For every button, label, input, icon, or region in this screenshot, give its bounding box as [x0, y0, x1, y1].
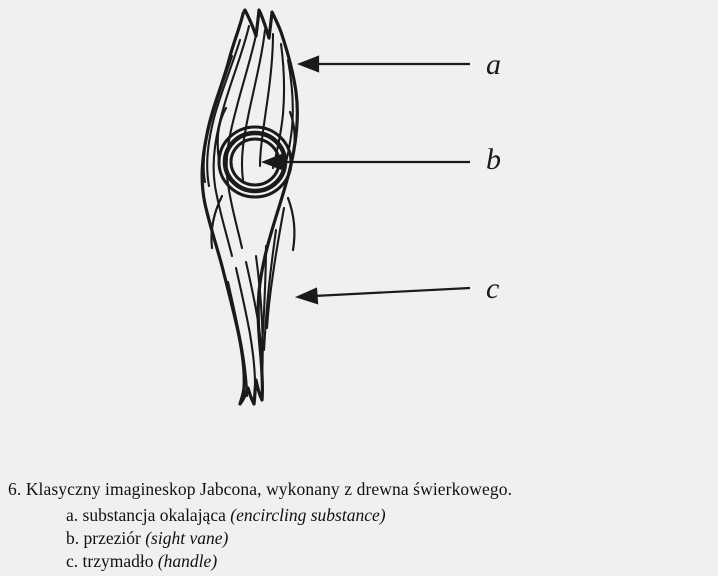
- label-a: a: [486, 48, 501, 81]
- caption-main-line: [8, 478, 708, 502]
- legend-gloss-b: (sight vane): [145, 527, 229, 548]
- caption-main-text: Klasyczny imagineskop Jabcona, wykonany z drewna świerkowego.: [25, 479, 513, 499]
- legend-term-b: przeziór: [83, 527, 141, 548]
- label-b: b: [486, 143, 501, 176]
- caption-legend-item-c: [8, 550, 708, 573]
- caption-number: 6.: [8, 479, 22, 499]
- caption-legend-list: [8, 504, 708, 573]
- legend-gloss-c: (handle): [157, 550, 218, 571]
- leader-line-c: [298, 288, 470, 303]
- legend-marker-b: b.: [66, 527, 80, 548]
- leader-line-a: [300, 57, 470, 71]
- caption-legend-item-b: [8, 527, 708, 550]
- legend-marker-c: c.: [66, 550, 79, 571]
- caption-legend-item-a: [8, 504, 708, 527]
- label-c: c: [486, 272, 500, 305]
- legend-term-a: substancja okalająca: [82, 504, 226, 525]
- legend-marker-a: a.: [66, 504, 79, 525]
- figure-caption: [8, 478, 708, 573]
- leader-line-b: [264, 155, 470, 169]
- legend-gloss-a: (encircling substance): [230, 504, 386, 525]
- legend-term-c: trzymadło: [82, 550, 154, 571]
